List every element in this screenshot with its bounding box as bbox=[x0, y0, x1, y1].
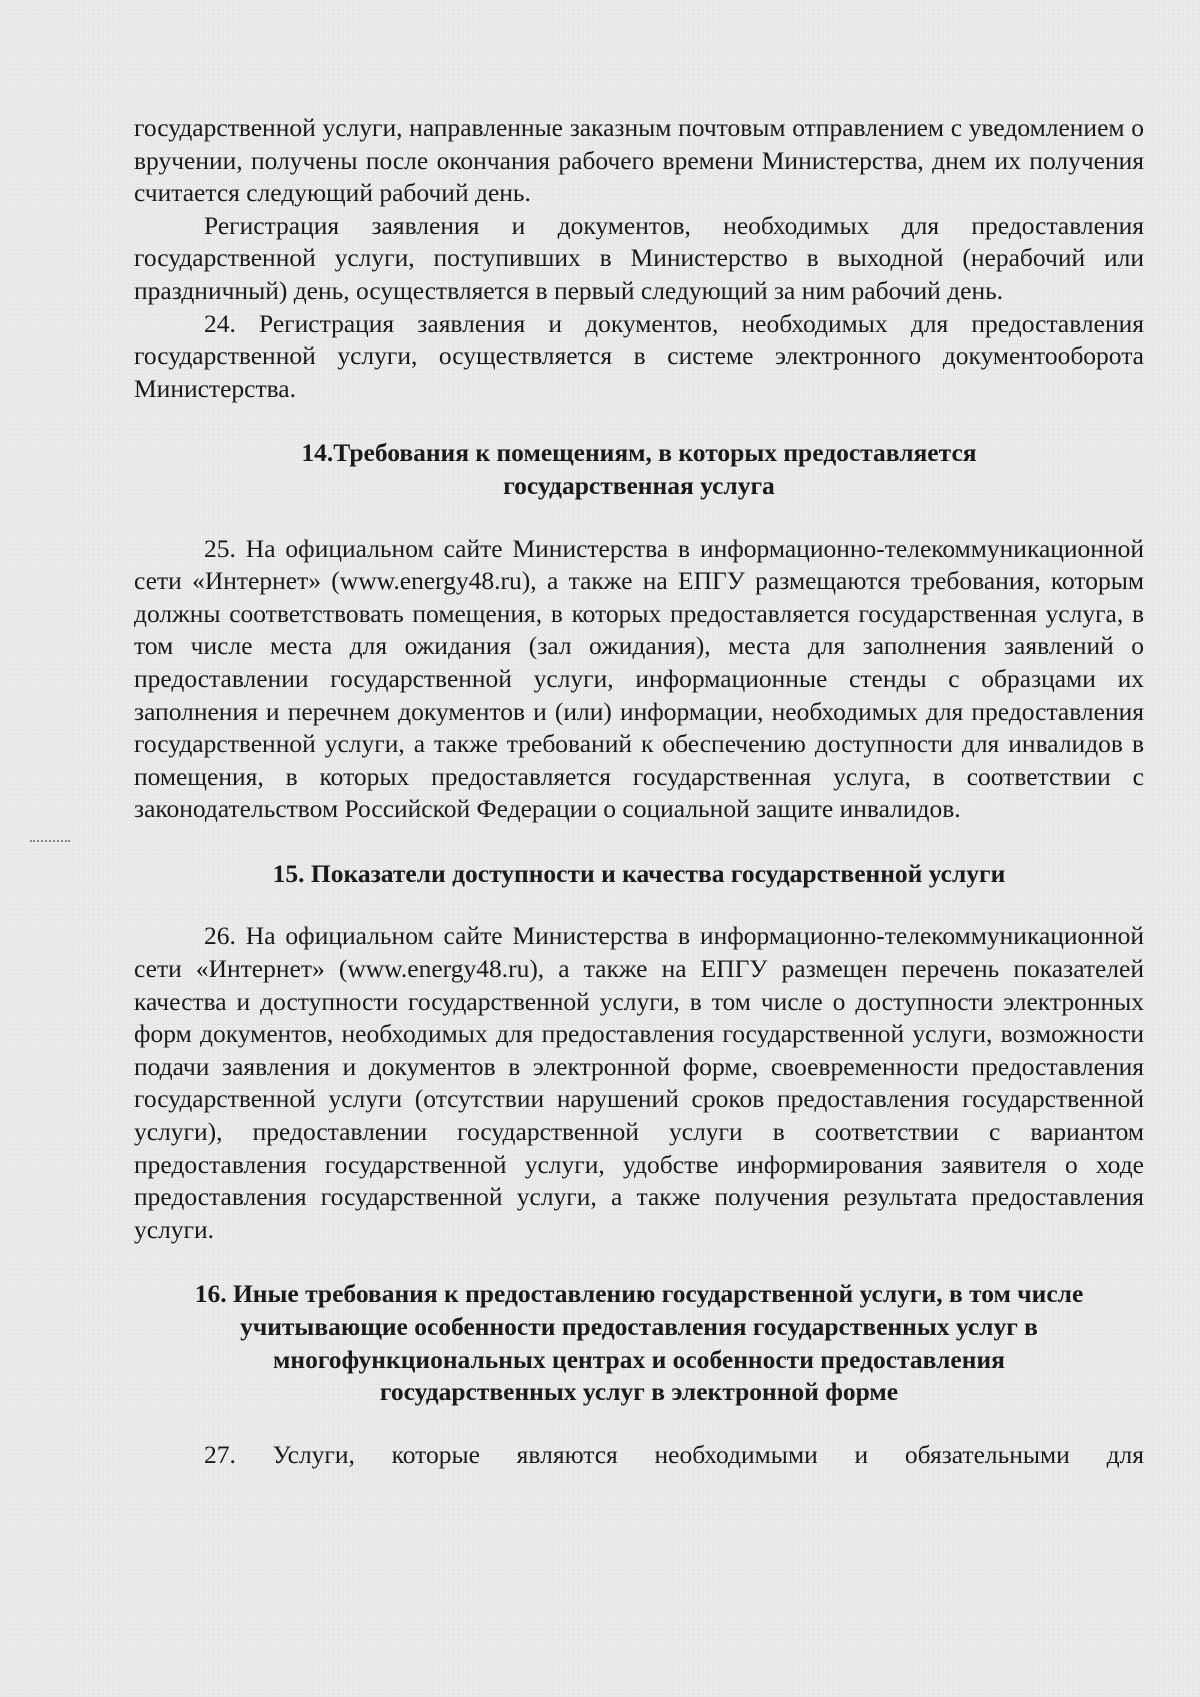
margin-scan-mark bbox=[30, 840, 70, 844]
section-16-heading: 16. Иные требования к предоставлению государственной услуги, в том числе учитывающие особенности предоставления государственных услуг в многофункциональных центрах и особенности предоставления государственных услуг в электронной форме bbox=[194, 1279, 1084, 1407]
paragraph-continuation: государственной услуги, направленные заказным почтовым отправлением с уведомлением о вручении, получены после окончания рабочего времени Министерства, днем их получения считается следующий рабочий день. bbox=[134, 113, 1144, 208]
document-body bbox=[134, 112, 1144, 1471]
paragraph-26: 26. На официальном сайте Министерства в информационно-телекоммуникационной сети «Интернет» (www.energy48.ru), а также на ЕПГУ размещен перечень показателей качества и доступности государственной услуги, в том числе о доступности электронных форм документов, необходимых для предоставления государственной услуги, возможности подачи заявления и документов в электронной форме, своевременности предоставления государственной услуги (отсутствии нарушений сроков предоставления государственной услуги), предоставлении государственной услуги в соответствии с вариантом предоставления государственной услуги, удобстве информирования заявителя о ходе предоставления государственной услуги, а также получения результата предоставления услуги. bbox=[134, 921, 1144, 1244]
paragraph-27: 27. Услуги, которые являются необходимыми и обязательными для bbox=[204, 1439, 1144, 1469]
section-14-heading: 14.Требования к помещениям, в которых предоставляется государственная услуга bbox=[301, 438, 977, 500]
paragraph-25: 25. На официальном сайте Министерства в информационно-телекоммуникационной сети «Интернет» (www.energy48.ru), а также на ЕПГУ размещаются требования, которым должны соответствовать помещения, в которых предоставляется государственная услуга, в том числе места для ожидания (зал ожидания), места для заполнения заявлений о предоставлении государственной услуги, информационные стенды с образцами их заполнения и перечнем документов и (или) информации, необходимых для предоставления государственной услуги, а также требований к обеспечению доступности для инвалидов в помещения, в которых предоставляется государственная услуга, в соответствии с законодательством Российской Федерации о социальной защите инвалидов. bbox=[134, 533, 1144, 824]
paragraph-24: 24. Регистрация заявления и документов, необходимых для предоставления государственной услуги, осуществляется в системе электронного документооборота Министерства. bbox=[134, 308, 1144, 403]
paragraph-registration-weekend: Регистрация заявления и документов, необходимых для предоставления государственной услуги, поступивших в Министерство в выходной (нерабочий или праздничный) день, осуществляется в первый следующий за ним рабочий день. bbox=[134, 210, 1144, 305]
section-15-heading: 15. Показатели доступности и качества государственной услуги bbox=[272, 858, 1006, 888]
